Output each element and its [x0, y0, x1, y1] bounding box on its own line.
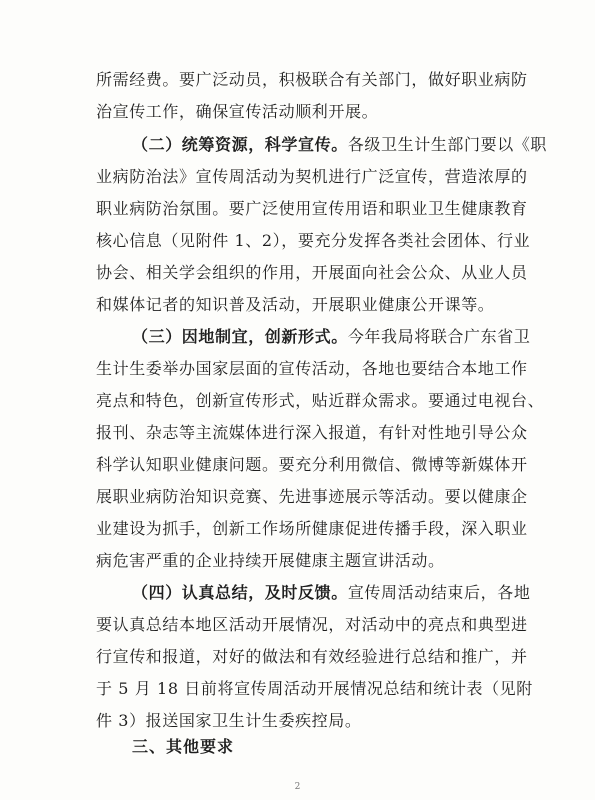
- text-line: 生计生委举办国家层面的宣传活动，各地也要结合本地工作: [96, 359, 528, 378]
- section-2-paragraph: [96, 129, 548, 321]
- text-line: 和媒体记者的知识普及活动，开展职业健康公开课等。: [96, 295, 495, 314]
- section-2-first-line: [96, 129, 548, 161]
- section-3-paragraph: [96, 321, 545, 577]
- section-4-first-line: [96, 577, 531, 609]
- text-line: 亮点和特色，创新宣传形式，贴近群众需求。要通过电视台、: [96, 391, 545, 410]
- section-4-label: （四）认真总结，及时反馈。: [132, 583, 348, 602]
- text-line: 职业病防治氛围。要广泛使用宣传用语和职业卫生健康教育: [96, 199, 528, 218]
- text-segment: 今年我局将联合广东省卫: [347, 327, 531, 346]
- text-line: 业病防治法》宣传周活动为契机进行广泛宣传，营造浓厚的: [96, 167, 528, 186]
- text-line: 科学认知职业健康问题。要充分利用微信、微博等新媒体开: [96, 455, 528, 474]
- text-line: 协会、相关学会组织的作用，开展面向社会公众、从业人员: [96, 263, 528, 282]
- text-line: 件 3）报送国家卫生计生委疾控局。: [96, 711, 362, 730]
- page-number: 2: [294, 782, 301, 792]
- text-line: 要认真总结本地区活动开展情况，对活动中的亮点和典型进: [96, 615, 528, 634]
- section-heading-other-requirements: 三、其他要求: [132, 737, 235, 756]
- text-line: 业建设为抓手，创新工作场所健康促进传播手段，深入职业: [96, 519, 528, 538]
- section-4-paragraph: [96, 577, 533, 737]
- text-line: 于 5 月 18 日前将宣传周活动开展情况总结和统计表（见附: [96, 679, 533, 698]
- section-3-first-line: [96, 321, 531, 353]
- text-line: 报刊、杂志等主流媒体进行深入报道，有针对性地引导公众: [96, 423, 528, 442]
- text-line: 展职业病防治知识竞赛、先进事迹展示等活动。要以健康企: [96, 487, 528, 506]
- text-segment: 宣传周活动结束后，各地: [347, 583, 531, 602]
- text-line: 治宣传工作，确保宣传活动顺利开展。: [96, 102, 379, 121]
- text-line: 核心信息（见附件 1、2），要充分发挥各类社会团体、行业: [96, 231, 531, 250]
- continuation-paragraph: [96, 64, 528, 128]
- text-line: 病危害严重的企业持续开展健康主题宣讲活动。: [96, 551, 445, 570]
- text-line: 所需经费。要广泛动员，积极联合有关部门，做好职业病防: [96, 70, 528, 89]
- text-segment: 各级卫生计生部门要以《职: [347, 135, 548, 154]
- section-3-label: （三）因地制宜，创新形式。: [132, 327, 348, 346]
- text-line: 行宣传和报道，对好的做法和有效经验进行总结和推广，并: [96, 647, 528, 666]
- section-2-label: （二）统筹资源，科学宣传。: [132, 135, 348, 154]
